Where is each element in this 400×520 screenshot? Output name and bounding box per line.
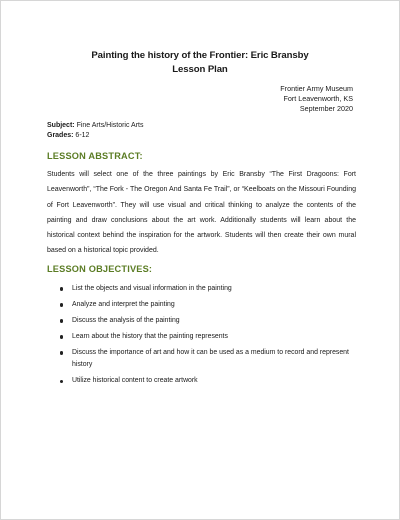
- objectives-list: [60, 283, 360, 391]
- list-item: [60, 347, 360, 371]
- bullet-icon: [60, 303, 63, 306]
- grades-line: [47, 131, 89, 141]
- bullet-icon: [60, 319, 63, 322]
- grades-label: Grades:: [47, 131, 74, 139]
- bullet-icon: [60, 351, 63, 354]
- bullet-icon: [60, 287, 63, 290]
- document-title: Painting the history of the Frontier: Eric Bransby: [91, 50, 309, 61]
- objective-text: Utilize historical content to create artwork: [72, 377, 198, 385]
- list-item: [60, 299, 360, 311]
- subject-line: [47, 121, 143, 131]
- objective-text: Analyze and interpret the painting: [72, 301, 175, 308]
- organization-name: Frontier Army Museum: [280, 84, 353, 93]
- document-subtitle: Lesson Plan: [172, 64, 228, 75]
- subject-label: Subject:: [47, 122, 75, 129]
- organization-location: Fort Leavenworth, KS: [283, 94, 353, 103]
- bullet-icon: [60, 380, 63, 383]
- objective-text: Discuss the analysis of the painting: [72, 317, 180, 324]
- objective-text: List the objects and visual information in the painting: [72, 285, 232, 292]
- subject-value: Fine Arts/Historic Arts: [76, 122, 144, 129]
- bullet-icon: [60, 335, 63, 338]
- abstract-text: Students will select one of the three paintings by Eric Bransby “The First Dragoons: Fort Leavenworth”, “The Fork - The Oregon And Santa Fe Trail”, or “Keelboats on the Missouri Founding of Fort Leavenworth”. They will use visual and critical thinking to analyze the contents of the painting and draw conclusions about the art work. Additionally students will learn about the historical context behind the inspiration for the artwork. Students will then create their own mural based on a historical topic provided.: [47, 171, 356, 255]
- objectives-heading: LESSON OBJECTIVES:: [47, 264, 153, 274]
- list-item: [60, 283, 360, 295]
- objective-text: Learn about the history that the painting represents: [72, 333, 228, 340]
- list-item: [60, 375, 360, 387]
- document-date: September 2020: [299, 104, 353, 113]
- grades-value: 6-12: [75, 131, 90, 139]
- list-item: [60, 331, 360, 343]
- abstract-heading: LESSON ABSTRACT:: [47, 151, 143, 161]
- list-item: [60, 315, 360, 327]
- organization-block: [280, 84, 353, 114]
- abstract-body: [47, 167, 356, 259]
- objective-text: Discuss the importance of art and how it can be used as a medium to record and represent history: [72, 349, 349, 369]
